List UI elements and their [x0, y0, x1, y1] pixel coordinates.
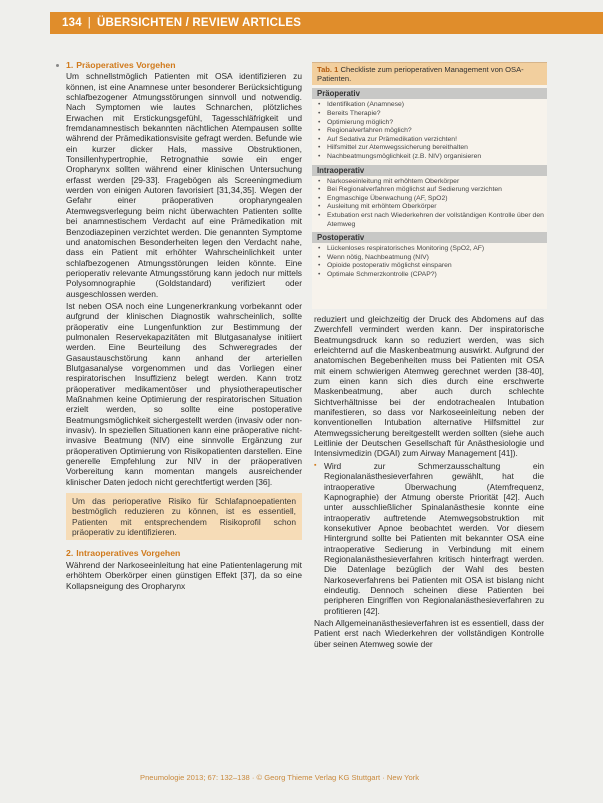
list-item: • Extubation erst nach Wiederkehren der vollständigen Kontrolle über den Atemweg — [318, 212, 547, 229]
table-label: Tab. 1 — [317, 65, 339, 74]
paragraph: Nach Allgemeinanästhesieverfahren ist es essentiell, dass der Patient erst nach Wiederkehren der vollständigen Kontrolle über seinen Atemweg sowie der — [314, 617, 544, 649]
list-item: • Auf Sedativa zur Prämedikation verzichten! — [318, 136, 547, 145]
table-caption-text: Checkliste zum perioperativen Management von OSA-Patienten. — [317, 65, 524, 84]
list-item: • Optimierung möglich? — [318, 119, 547, 128]
paragraph: Um schnellstmöglich Patienten mit OSA identifizieren zu können, ist eine Anamnese unter besonderer Berücksichtigung schlafbezogener Atmungsstörungen sinnvoll und notwendig. Nach Symptomen wie lautes Schnarchen, plötzliches Erwachen mit Erstickungsgefühl, Tagesschläfrigkeit und fremdanamnestisch bekannten nächtlichen Atempausen sollte während der Prämedikationsvisite gefragt werden. Befunde wie ein kurzer dicker Hals, massive Obstruktionen, Tonsillenhypertrophie, Retrognathie sowie ein enger Oropharynx sollten während einer klinischen Untersuchung erfasst werden [29-33]. Fragebögen als Screeningmedium werden von einigen Autoren favorisiert [31,34,35]. Wegen der Gefahr einer präoperativen oropharyngealen Atemwegsverlegung beim nicht überwachten Patienten sollte bei anamnestischem Verdacht auf eine Prämedikation mit Benzodiazepinen verzichtet werden. Die genannten Symptome und anatomischen Besonderheiten legen den Verdacht nahe, dass ein Patient mit erhöhter Wahrscheinlichkeit unter schlafbezogenen Atmungsstörungen leiden könnte. Eine perioperativ relevante Atmungsstörung kann jedoch nur mittels Polysomnographie (Goldstandard) verifiziert oder ausgeschlossen werden. — [66, 71, 302, 299]
checklist-table — [312, 62, 547, 309]
section-heading-intraoperative — [66, 548, 302, 558]
list-item: • Ausleitung mit erhöhtem Oberkörper — [318, 203, 547, 212]
list-item: • Optimale Schmerzkontrolle (CPAP?) — [318, 271, 547, 280]
section-number: 1. — [66, 60, 74, 70]
paragraph: ▪ Wird zur Schmerzausschaltung ein Regionalanästhesieverfahren gewählt, hat die intraoperative Überwachung (Atemfrequenz, Kapnographie) der Atmung oberste Priorität [42]. Auch unter ausschließlicher Spinalanästhesie konnte eine intraoperativ auftretende Atemwegsobstruktion mit konsekutiver Apnoe beobachtet werden. Vor diesem Hintergrund sollte bei Patienten mit bekannter OSA eine intraoperative Sedierung in Verbindung mit einem Regionalanästhesieverfahren kritisch hinterfragt werden. Die Datenlage bezüglich der Wahl des besten Narkoseverfahrens bei Patienten mit OSA ist bislang nicht eindeutig. Dennoch scheinen diese Patienten bei peripheren Eingriffen von Regionalanästhesieverfahren zu profitieren [42]. — [314, 461, 544, 616]
list-item: • Bei Regionalverfahren möglichst auf Sedierung verzichten — [318, 186, 547, 195]
right-column — [314, 314, 544, 651]
section-number: 2. — [66, 548, 74, 559]
left-column — [66, 60, 302, 593]
list-item: • Opioide postoperativ möglichst einsparen — [318, 262, 547, 271]
table-group-list — [312, 245, 547, 279]
margin-marker — [56, 64, 59, 67]
section-heading-preoperative — [66, 60, 302, 70]
list-item: • Lückenloses respiratorisches Monitoring (SpO2, AF) — [318, 245, 547, 254]
section-title-text: Intraoperatives Vorgehen — [76, 548, 181, 559]
paragraph: Ist neben OSA noch eine Lungenerkrankung vorbekannt oder aufgrund der klinischen Diagnostik wahrscheinlich, sollte präoperativ eine Lungenfunktion zur Bestimmung der pulmonalen Reservekapazitäten mit Blutgasanalyse initiiert werden. Eine Beurteilung des Schweregrades der Gasaustauschstörung kann anhand der arteriellen Blutgasanalyse vorgenommen und das Vorliegen einer respiratorischen Insuffizienz belegt werden. Kann trotz präoperativer medikamentöser und physiotherapeutischer Maßnahmen keine Optimierung der respiratorischen Situation erzielt werden, so sollte eine postoperative Beatmungsmöglichkeit sichergestellt werden (invasiv oder non-invasiv). In speziellen Situationen kann eine präoperative nicht-invasive Beatmung (NIV) eine sinnvolle Ergänzung zur präoperativen Optimierung von Risikopatienten darstellen. Eine generelle Empfehlung zur NIV in der präoperativen Vorbereitung kann momentan mangels ausreichender klinischer Daten jedoch nicht gerechtfertigt werden [36]. — [66, 300, 302, 487]
list-item: • Hilfsmittel zur Atemwegssicherung bereithalten — [318, 144, 547, 153]
paragraph: Während der Narkoseeinleitung hat eine Patientenlagerung mit erhöhtem Oberkörper einen günstigen Effekt [37], da so eine Kollapsneigung des Oropharynx — [66, 559, 302, 591]
list-item: • Nachbeatmungsmöglichkeit (z.B. NIV) organisieren — [318, 153, 547, 162]
table-caption — [312, 63, 547, 85]
page-number: 134 — [62, 17, 82, 29]
table-group-heading: Präoperativ — [312, 88, 547, 99]
list-item: • Wenn nötig, Nachbeatmung (NIV) — [318, 254, 547, 263]
header-separator: | — [87, 17, 91, 29]
table-group-heading: Intraoperativ — [312, 165, 547, 176]
section-title: ÜBERSICHTEN / REVIEW ARTICLES — [96, 17, 302, 29]
list-item: • Identifikation (Anamnese) — [318, 101, 547, 110]
page-footer: Pneumologie 2013; 67: 132–138 · © Georg Thieme Verlag KG Stuttgart · New York — [140, 773, 419, 782]
list-item: • Regionalverfahren möglich? — [318, 127, 547, 136]
section-title-text: Präoperatives Vorgehen — [76, 60, 176, 70]
running-header — [50, 12, 603, 34]
list-item: • Bereits Therapie? — [318, 110, 547, 119]
callout-box: Um das perioperative Risiko für Schlafapnoepatienten bestmöglich reduzieren zu können, ist es essentiell, Patienten mit entsprechendem Risikoprofil schon präoperativ zu identifizieren. — [66, 493, 302, 540]
table-group-list — [312, 178, 547, 230]
list-item: • Narkoseeinleitung mit erhöhtem Oberkörper — [318, 178, 547, 187]
table-group-heading: Postoperativ — [312, 232, 547, 243]
table-group-list — [312, 101, 547, 161]
paragraph: reduziert und gleichzeitig der Druck des Abdomens auf das Zwerchfell vermindert werden kann. Der inspiratorische Beatmungsdruck kann so reduziert werden, was sich erleichternd auf die Maskenbeatmung auswirkt. Aufgrund der anatomischen Begebenheiten muss bei Patienten mit OSA mit einem schwierigen Atemweg gerechnet werden [38-40], zum einen kann sich dies durch eine erschwerte Maskenbeatmung, aber auch durch schlechte Sichtverhältnisse bei der endotrachealen Intubation manifestieren, so dass vor Narkoseeinleitung neben der konventionellen Intubation alternative Hilfsmittel zur Atemwegssicherung bereitgestellt werden sollten (siehe auch Leitlinie der Deutschen Gesellschaft für Anästhesiologie und Intensivmedizin (DGAI) zum Airway Management [41]). — [314, 314, 544, 459]
list-item: • Engmaschige Überwachung (AF, SpO2) — [318, 195, 547, 204]
